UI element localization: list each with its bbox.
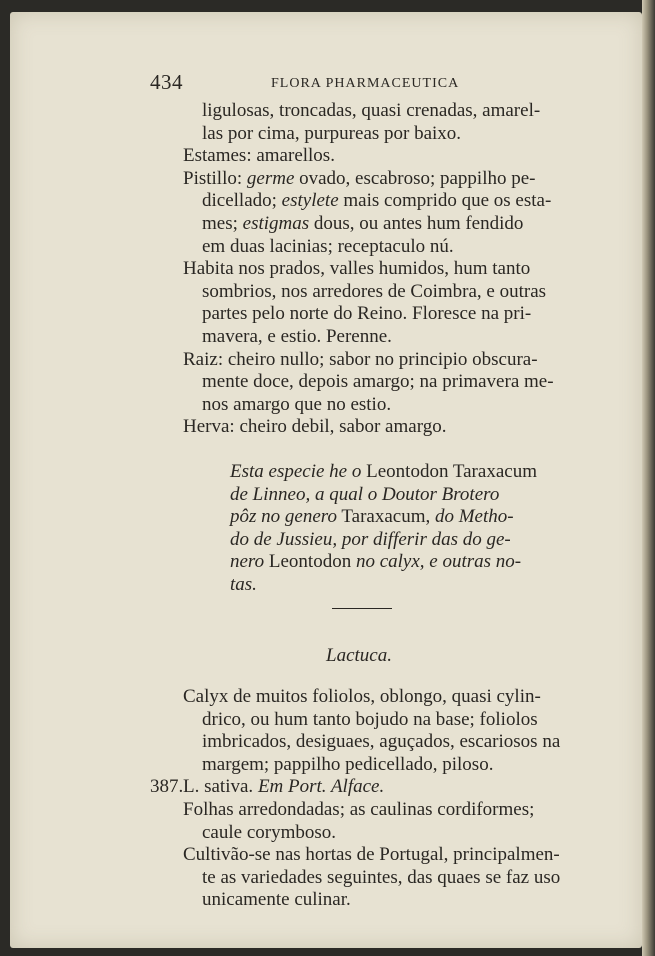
note-line [150,461,600,484]
text-segment: Cultivão-se nas hortas de Portugal, principalmen- [183,844,560,866]
italic-text: do de Jussieu, por differir das do ge- [230,528,511,550]
note-line [150,551,600,574]
text-line [150,754,600,777]
text-segment: margem; pappilho pedicellado, piloso. [202,753,494,775]
text-segment: mente doce, depois amargo; na primavera me- [202,371,554,393]
text-segment: ligulosas, troncadas, quasi crenadas, amarel- [202,100,541,121]
italic-text: Esta especie he o [230,460,362,482]
italic-text: estylete [281,190,339,212]
text-segment: Calyx de muitos foliolos, oblongo, quasi cylin- [183,686,541,708]
italic-text: estigmas [242,212,310,234]
text-segment: L. sativa. [183,776,258,798]
note-line [150,529,600,552]
text-segment: ovado, escabroso; pappilho pe- [294,167,536,189]
text-segment: Folhas arredondadas; as caulinas cordiformes; [183,799,535,821]
italic-text: pôz no genero [230,506,337,528]
page-header [150,70,590,96]
text-line [150,258,600,281]
text-line [150,190,600,213]
running-title: FLORA PHARMACEUTICA [271,76,460,91]
text-segment: nos amargo que no estio. [202,393,392,415]
text-segment: Estames: amarellos. [183,145,335,167]
italic-text: germe [246,167,295,189]
note-line [150,506,600,529]
text-segment: imbricados, desiguaes, aguçados, escariosos na [202,731,561,753]
note-line [150,574,600,597]
text-line [150,799,600,822]
text-segment: mais comprido que os esta- [338,190,552,212]
text-line [150,416,600,439]
text-line [150,168,600,191]
description-block [150,100,600,439]
species-number: 387. [150,776,184,798]
text-line [150,867,600,890]
section-divider [332,608,392,609]
italic-text: Em Port. Alface. [257,776,385,798]
section-title: Lactuca. [326,645,392,667]
italic-text: no calyx, e outras no- [355,551,522,573]
text-segment: em duas lacinias; receptaculo nú. [202,235,454,257]
text-segment: Leontodon [264,551,356,573]
text-segment: te as variedades seguintes, das quaes se faz uso [202,866,561,888]
italic-text: nero [230,551,265,573]
text-line [150,213,600,236]
text-segment: Pistillo: [183,167,247,189]
italic-text: tas. [230,573,257,595]
note-block [150,461,600,597]
text-segment: caule corymboso. [202,821,337,843]
text-segment: dicellado; [202,190,282,212]
page-text [150,100,600,912]
text-line [150,303,600,326]
text-segment: Taraxacum, [336,506,435,528]
note-line [150,484,600,507]
book-spine-edge [642,0,655,956]
text-line [150,349,600,372]
text-line [150,889,600,912]
text-segment: partes pelo norte do Reino. Floresce na pri- [202,303,532,325]
text-segment: Habita nos prados, valles humidos, hum tanto [183,258,531,280]
text-line [150,145,600,168]
text-line [150,709,600,732]
text-segment: mavera, e estio. Perenne. [202,325,392,347]
text-line [150,100,600,123]
text-segment: drico, ou hum tanto bojudo na base; foliolos [202,708,538,730]
text-line [150,394,600,417]
text-segment: unicamente culinar. [202,889,351,911]
text-line [150,326,600,349]
text-line [150,236,600,259]
text-line [150,281,600,304]
text-line [150,844,600,867]
italic-text: de Linneo, a qual o Doutor Brotero [230,483,500,505]
lactuca-block [150,686,600,912]
text-line [150,776,600,799]
text-segment: mes; [202,212,243,234]
italic-text: do Metho- [434,506,514,528]
text-segment: dous, ou antes hum fendido [309,212,524,234]
text-segment: Herva: cheiro debil, sabor amargo. [183,416,447,438]
text-segment: las por cima, purpureas por baixo. [202,122,462,144]
text-line [150,123,600,146]
text-line [150,822,600,845]
text-segment: Leontodon Taraxacum [361,460,537,482]
text-segment: Raiz: cheiro nullo; sabor no principio obscura- [183,348,538,370]
text-line [150,686,600,709]
text-line [150,371,600,394]
page-number: 434 [150,70,183,94]
text-segment: sombrios, nos arredores de Coimbra, e outras [202,280,547,302]
text-line [150,731,600,754]
